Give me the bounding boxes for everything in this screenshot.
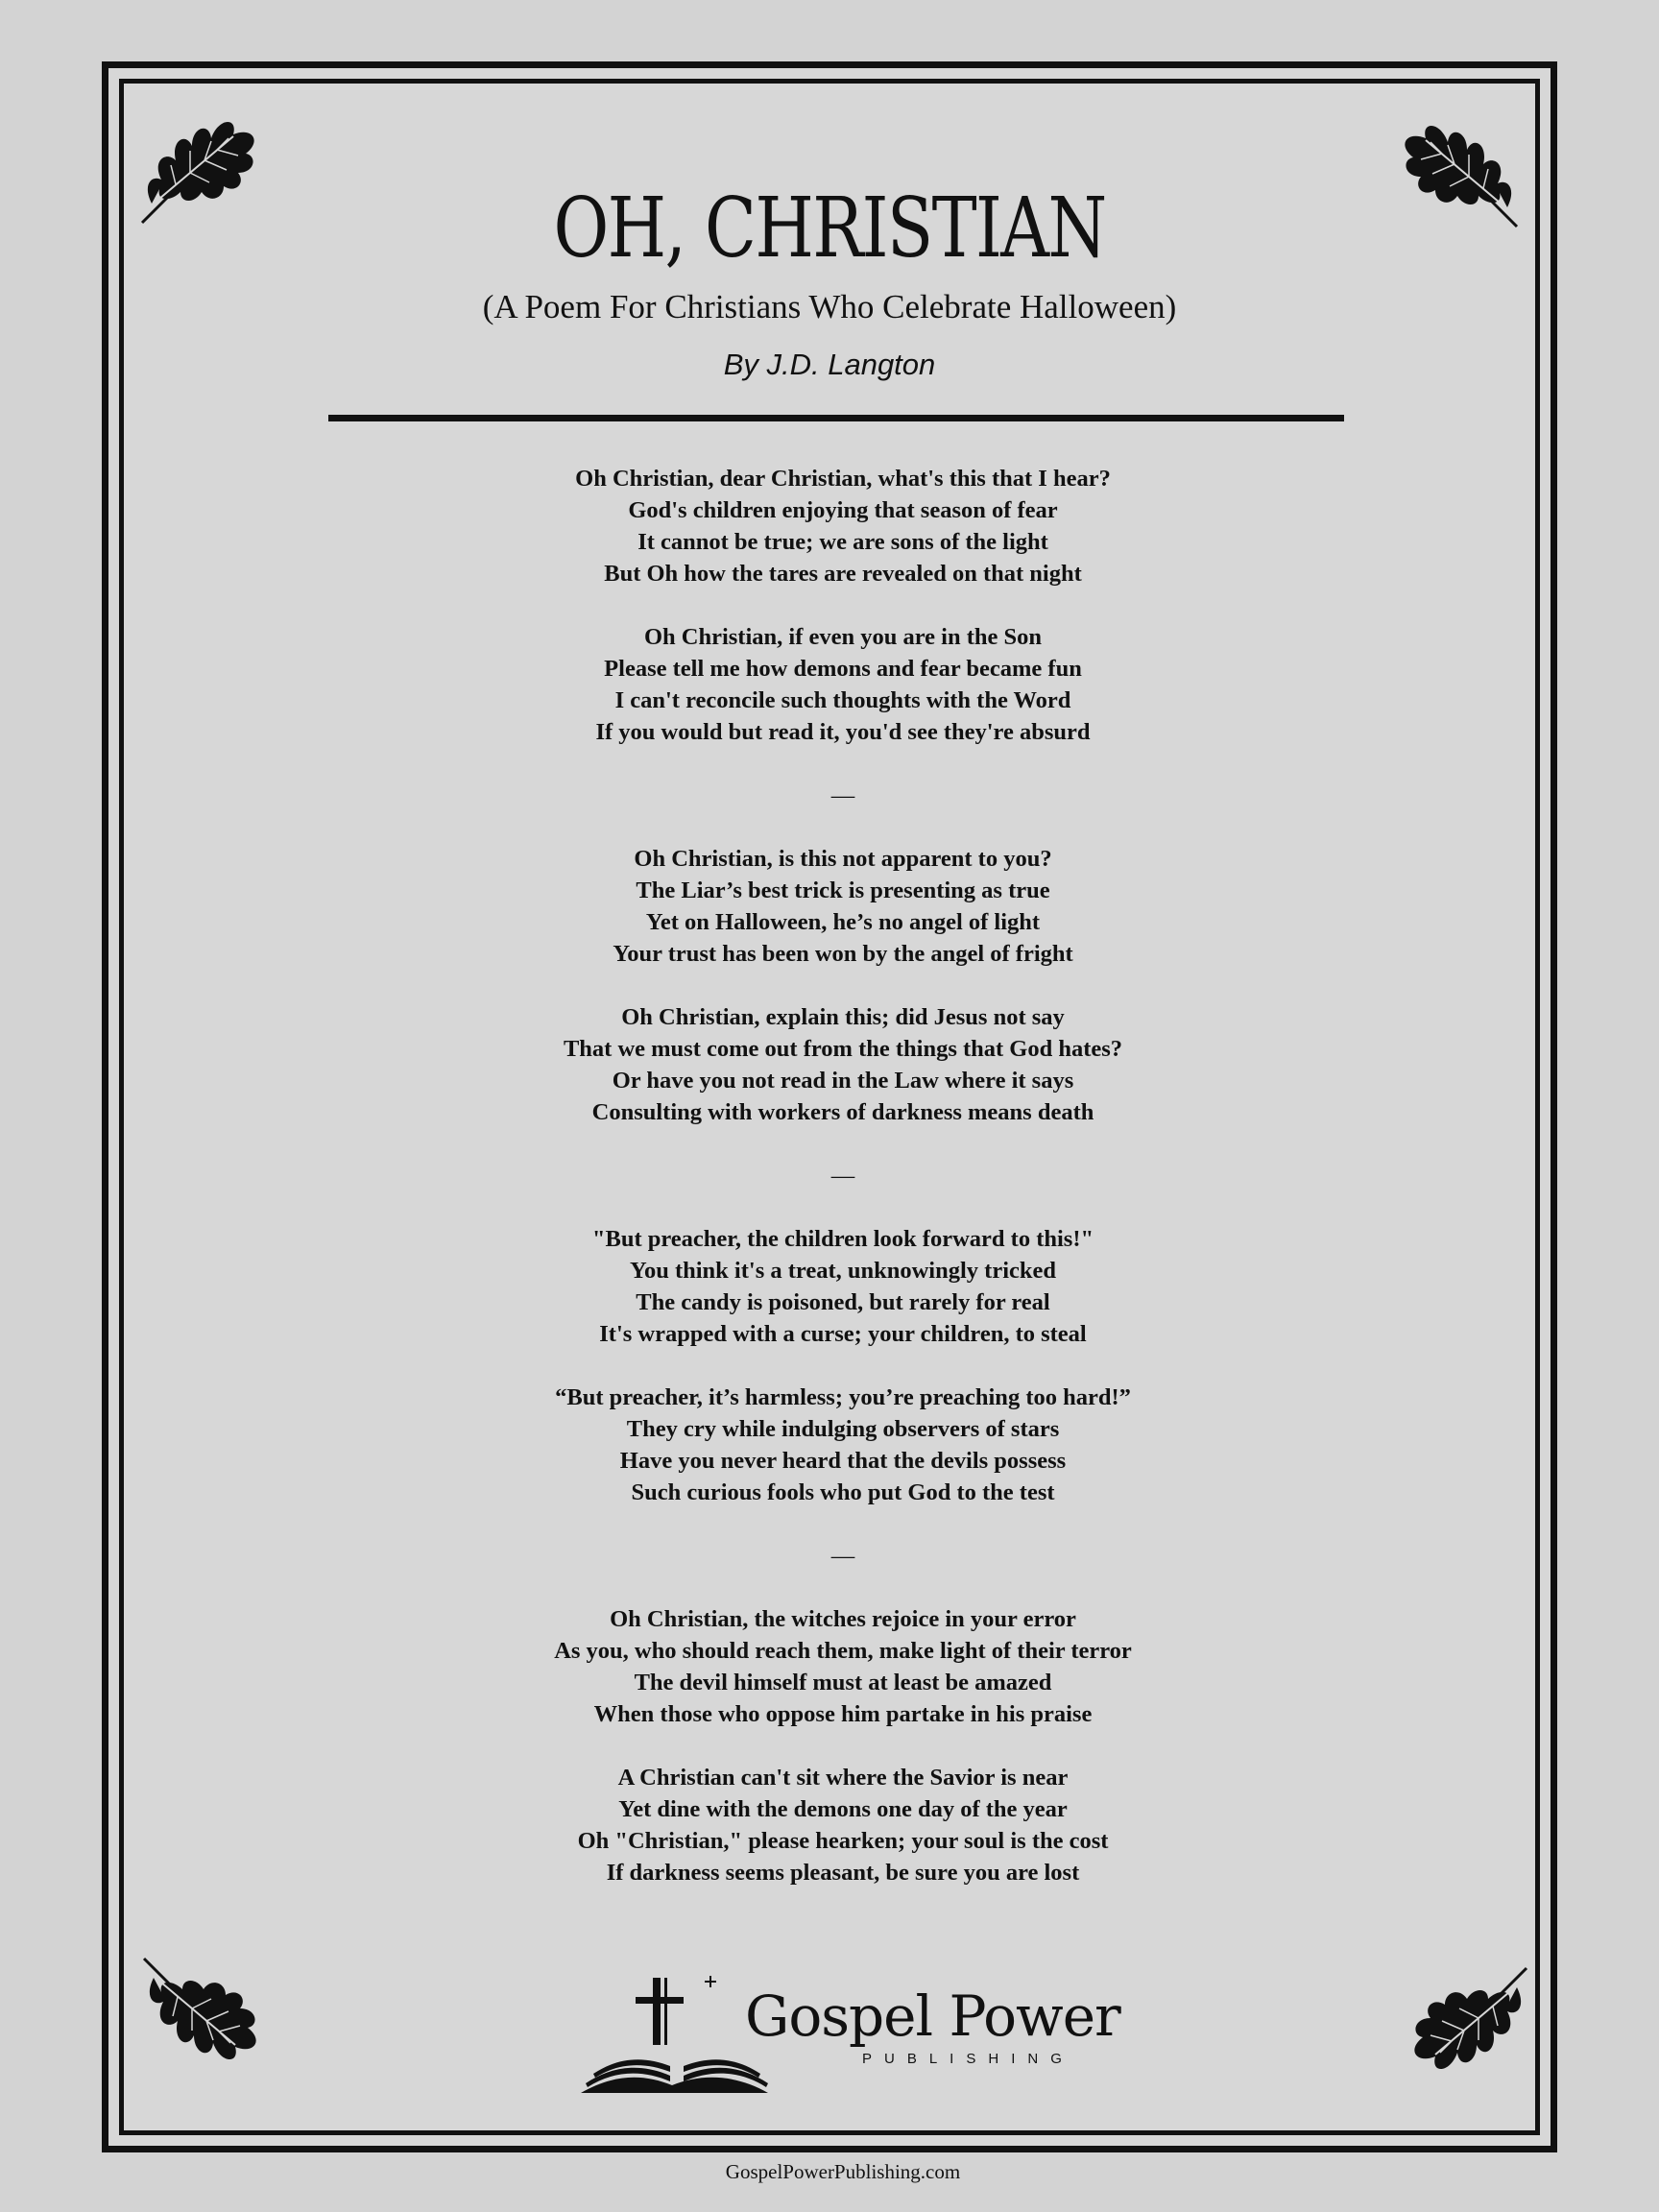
title-divider	[328, 415, 1344, 421]
publisher-logo	[576, 1968, 1120, 2103]
poem-line: "But preacher, the children look forward to this!"	[591, 1226, 1094, 1252]
stanza	[0, 1223, 1659, 1350]
stanza	[0, 1001, 1659, 1128]
oak-leaf-icon	[1392, 1959, 1536, 2103]
poem-line: “But preacher, it’s harmless; you’re preaching too hard!”	[555, 1384, 1131, 1410]
poem-line: Consulting with workers of darkness means death	[591, 1099, 1094, 1125]
poem-line: The devil himself must at least be amazed	[634, 1670, 1052, 1695]
section-separator: —	[830, 782, 855, 808]
poem-line: You think it's a treat, unknowingly tricked	[629, 1258, 1057, 1284]
poem-title: OH, CHRISTIAN	[553, 180, 1106, 276]
poem-line: Your trust has been won by the angel of fright	[613, 941, 1073, 967]
oak-leaf-icon	[134, 1949, 278, 2093]
poem-line: That we must come out from the things that God hates?	[563, 1036, 1123, 1062]
stanza	[0, 1762, 1659, 1888]
stanza	[0, 621, 1659, 748]
section-separator: —	[830, 1163, 855, 1189]
poem-line: But Oh how the tares are revealed on that night	[604, 561, 1082, 587]
logo-name: Gospel Power	[745, 1984, 1120, 2049]
poem-body	[0, 463, 1659, 1888]
poem-line: God's children enjoying that season of fear	[628, 497, 1058, 523]
poem-line: Oh Christian, dear Christian, what's this that I hear?	[575, 466, 1111, 492]
poem-line: Oh Christian, explain this; did Jesus not say	[621, 1004, 1065, 1030]
logo-subtitle: PUBLISHING	[862, 2051, 1074, 2067]
author-byline: By J.D. Langton	[723, 348, 936, 381]
poem-line: If you would but read it, you'd see they're absurd	[595, 719, 1091, 745]
poem-line: Yet dine with the demons one day of the year	[618, 1796, 1068, 1822]
poem-line: Such curious fools who put God to the test	[631, 1479, 1055, 1505]
stanza	[0, 1603, 1659, 1730]
poem-line: Please tell me how demons and fear became fun	[604, 656, 1082, 682]
section-separator: —	[830, 1543, 855, 1569]
poem-line: The Liar’s best trick is presenting as true	[636, 878, 1050, 903]
poem-line: Oh Christian, if even you are in the Son	[643, 624, 1043, 650]
poem-line: I can't reconcile such thoughts with the Word	[614, 687, 1071, 713]
poem-line: Or have you not read in the Law where it says	[612, 1068, 1074, 1094]
poem-subtitle: (A Poem For Christians Who Celebrate Halloween)	[482, 288, 1177, 325]
stanza	[0, 463, 1659, 589]
poem-line: Oh "Christian," please hearken; your soul is the cost	[577, 1828, 1109, 1854]
poem-line: They cry while indulging observers of stars	[626, 1416, 1060, 1442]
stanza	[0, 843, 1659, 970]
poem-line: It cannot be true; we are sons of the light	[637, 529, 1048, 555]
poem-line: Have you never heard that the devils possess	[619, 1448, 1067, 1474]
poem-line: The candy is poisoned, but rarely for real	[636, 1289, 1050, 1315]
poem-line: A Christian can't sit where the Savior is near	[617, 1765, 1069, 1791]
poem-line: As you, who should reach them, make light of their terror	[554, 1638, 1132, 1664]
stanza	[0, 1382, 1659, 1508]
poem-line: It's wrapped with a curse; your children, to steal	[599, 1321, 1087, 1347]
footer-url[interactable]: GospelPowerPublishing.com	[725, 2160, 961, 2183]
poem-line: When those who oppose him partake in his praise	[593, 1701, 1093, 1727]
poem-line: Yet on Halloween, he’s no angel of light	[645, 909, 1041, 935]
poem-line: Oh Christian, the witches rejoice in your error	[610, 1606, 1076, 1632]
poem-line: If darkness seems pleasant, be sure you are lost	[606, 1860, 1080, 1886]
poem-line: Oh Christian, is this not apparent to you?	[634, 846, 1052, 872]
